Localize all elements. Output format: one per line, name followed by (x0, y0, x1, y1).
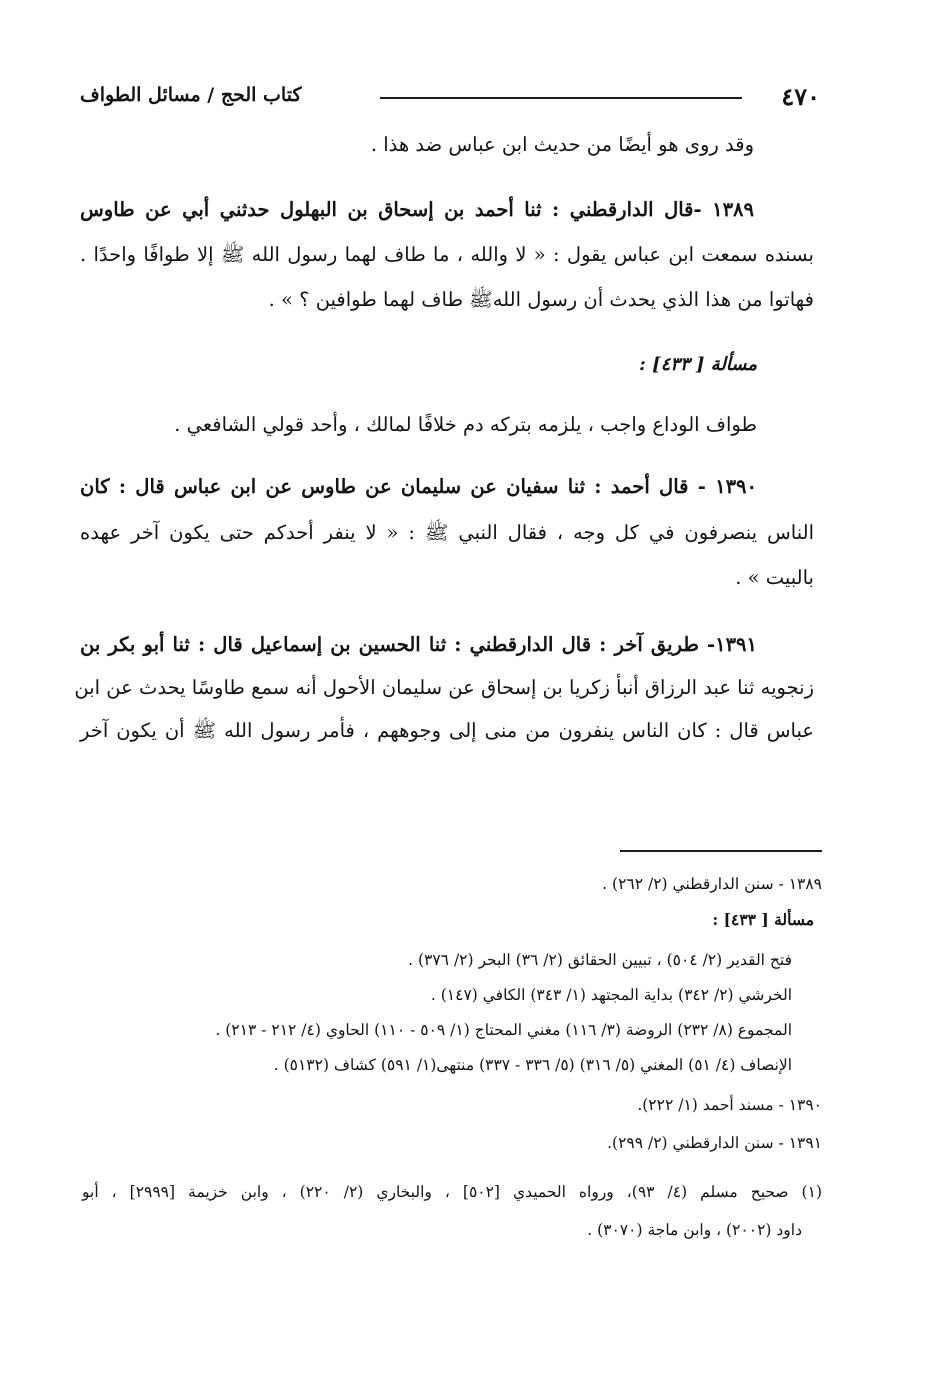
header-rule (380, 97, 742, 99)
footnote-1389: ١٣٨٩ - سنن الدارقطني (٢/ ٢٦٢) . (602, 875, 822, 893)
hadith-1390-line-1: ١٣٩٠ - قال أحمد : ثنا سفيان عن سليمان عن طاوس عن ابن عباس قال : كان (80, 475, 757, 498)
footnote-shafii-refs: المجموع (٨/ ٢٣٢) الروضة (٣/ ١١٦) مغني المحتاج (١/ ٥٠٩ - ١١٠) الحاوي (٤/ ٢١٢ - ٢١٣) . (215, 1021, 792, 1039)
footnote-masala-heading: مسألة [ ٤٣٣] : (712, 910, 814, 929)
page-header (80, 80, 820, 114)
hadith-1390-line-2: الناس ينصرفون في كل وجه ، فقال النبي ﷺ : « لا ينفر أحدكم حتى يكون آخر عهده (80, 521, 814, 544)
hadith-1389-line-3: فهاتوا من هذا الذي يحدث أن رسول اللهﷺ طاف لهما طوافين ؟ » . (268, 288, 814, 311)
hadith-1391-line-3: عباس قال : كان الناس ينفرون من منى إلى وجوههم ، فأمر رسول الله ﷺ أن يكون آخر (80, 719, 814, 742)
footnote-1-line-1: (١) صحيح مسلم (٤/ ٩٣)، ورواه الحميدي [٥٠٢] ، والبخاري (٢/ ٢٢٠) ، وابن خزيمة [٢٩٩٩] ، أبو (82, 1183, 822, 1201)
footnote-maliki-refs: الخرشي (٢/ ٣٤٢) بداية المجتهد (١/ ٣٤٣) الكافي (١٤٧) . (430, 986, 792, 1004)
hadith-1390-line-3: بالبيت » . (735, 566, 814, 589)
hadith-1391-line-2: زنجويه ثنا عبد الرزاق أنبأ زكريا بن إسحاق عن سليمان الأحول أنه سمع طاوسًا يحدث عن ابن (74, 676, 814, 699)
footnote-1390: ١٣٩٠ - مسند أحمد (١/ ٢٢٢). (637, 1096, 822, 1114)
masala-heading: مسألة [ ٤٣٣] : (639, 354, 757, 375)
masala-text: طواف الوداع واجب ، يلزمه بتركه دم خلافًا لمالك ، وأحد قولي الشافعي . (174, 413, 757, 436)
hadith-1389-line-1: ١٣٨٩ -قال الدارقطني : ثنا أحمد بن إسحاق بن البهلول حدثني أبي عن طاوس (80, 198, 754, 221)
footnote-hanafi-refs: فتح القدير (٢/ ٥٠٤) ، تبيين الحقائق (٢/ ٣٦) البحر (٢/ ٣٧٦) . (408, 951, 792, 969)
page-number: ٤٧٠ (781, 82, 820, 111)
body-line-1: وقد روى هو أيضًا من حديث ابن عباس ضد هذا . (370, 133, 754, 156)
footnote-rule (620, 850, 822, 852)
hadith-1391-line-1: ١٣٩١- طريق آخر : قال الدارقطني : ثنا الحسين بن إسماعيل قال : ثنا أبو بكر بن (80, 633, 757, 656)
footnote-hanbali-refs: الإنصاف (٤/ ٥١) المغني (٥/ ٣١٦) (٥/ ٣٣٦ - ٣٣٧) منتهى(١/ ٥٩١) كشاف (٥١٣٢) . (273, 1056, 792, 1074)
footnote-1-line-2: داود (٢٠٠٢) ، وابن ماجة (٣٠٧٠) . (587, 1221, 802, 1239)
running-head: كتاب الحج / مسائل الطواف (80, 84, 302, 106)
hadith-1389-line-2: بسنده سمعت ابن عباس يقول : « لا والله ، ما طاف لهما رسول الله ﷺ إلا طوافًا واحدًا . (80, 243, 814, 266)
footnote-1391: ١٣٩١ - سنن الدارقطني (٢/ ٢٩٩). (607, 1134, 822, 1152)
